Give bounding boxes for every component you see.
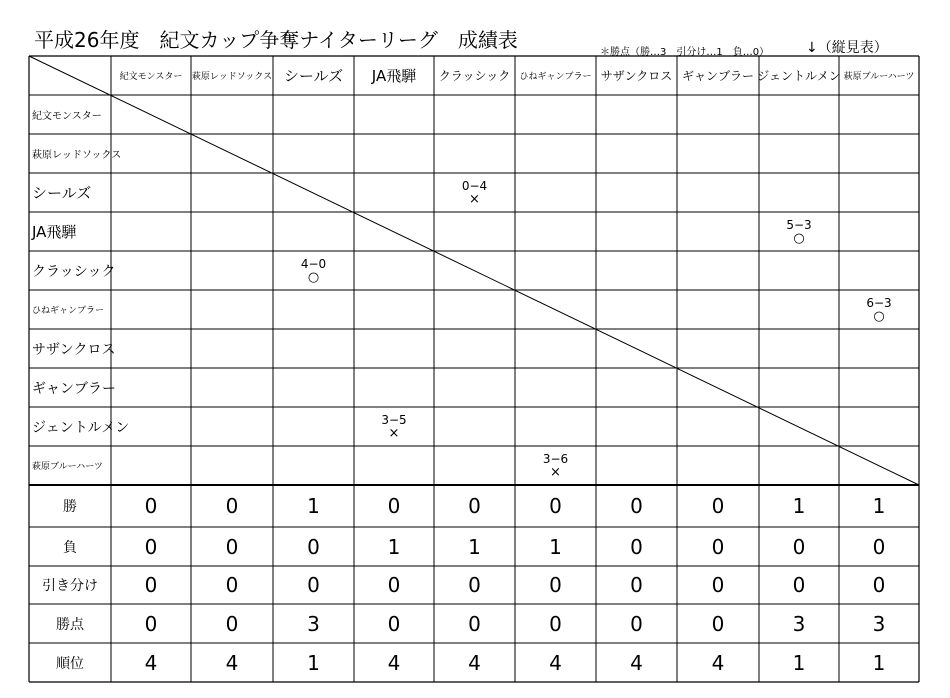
stat-value: 4 [144,650,158,675]
stat-value: 0 [225,494,239,518]
stat-value: 0 [307,573,320,597]
stat-value: 0 [711,534,725,559]
stat-value: 1 [549,534,562,559]
stat-value: 1 [307,494,320,518]
stat-value: 4 [387,650,401,675]
column-header-team: 萩原ブルーハーツ [843,72,915,82]
stat-value: 0 [792,573,806,597]
match-score: 0−4 [461,178,488,193]
stat-value: 0 [144,573,158,597]
stat-label: 引き分け [42,578,98,594]
reading-note: ↓（縦見表） [806,40,888,56]
stat-value: 0 [872,534,886,559]
stat-value: 0 [387,573,401,597]
stat-value: 0 [711,611,725,636]
match-result-cell [515,446,596,485]
stat-value: 3 [792,611,806,636]
match-result-cell [839,290,919,329]
match-result-cell [273,251,354,290]
column-header-team: 萩原レッドソックス [191,72,273,82]
stat-value: 3 [872,611,886,636]
row-header-team: クラッシック [32,263,116,280]
stat-value: 4 [549,650,562,675]
match-result-cell [759,212,839,251]
stat-value: 3 [307,611,320,636]
stat-value: 1 [792,494,806,518]
row-header-team: サザンクロス [32,341,116,358]
stat-value: 4 [468,650,481,675]
match-result-mark: × [469,191,480,207]
column-header-team: ジェントルメン [757,69,841,83]
stat-value: 1 [872,650,886,675]
column-header-team: ギャンブラー [681,69,754,83]
match-result-cell [434,173,515,212]
row-header-team: シールズ [32,184,92,202]
stat-value: 0 [387,494,401,518]
stat-value: 1 [387,534,401,559]
stat-label: 負 [63,539,77,556]
stat-value: 0 [144,611,158,636]
match-result-cell [354,407,434,446]
stat-value: 0 [630,534,643,559]
stat-value: 0 [468,494,481,518]
stat-value: 0 [711,573,725,597]
stat-value: 1 [468,534,481,559]
stat-value: 0 [630,494,643,518]
stat-value: 0 [549,573,562,597]
stat-value: 0 [792,534,806,559]
stat-value: 0 [468,573,481,597]
row-header-team: 紀文モンスター [32,111,102,122]
match-result-mark: ○ [793,230,805,246]
stat-value: 0 [630,611,643,636]
stat-label: 順位 [56,655,84,672]
stat-value: 0 [225,534,239,559]
match-result-mark: × [550,464,561,480]
stat-value: 0 [225,573,239,597]
match-score: 4−0 [300,256,327,271]
stat-value: 0 [144,494,158,518]
match-score: 3−5 [381,412,407,427]
stat-value: 0 [549,611,562,636]
points-note: ＊勝点（勝…3 引分け…1 負…0） [600,47,770,58]
row-header-team: ギャンブラー [32,380,116,397]
stat-label: 勝 [63,499,77,515]
stat-value: 4 [711,650,725,675]
row-header-team: 萩原ブルーハーツ [32,462,103,472]
stat-value: 0 [549,494,562,518]
column-header-team: サザンクロス [600,69,673,83]
stat-value: 0 [225,611,239,636]
column-header-team: 紀文モンスター [119,72,183,82]
column-header-team: ひねギャンブラー [519,72,592,82]
row-header-team: 萩原レッドソックス [32,150,122,161]
stat-value: 1 [872,494,886,518]
row-header-team: ひねギャンブラー [32,306,105,316]
stat-value: 0 [307,534,320,559]
match-score: 5−3 [786,217,812,232]
stat-value: 0 [387,611,401,636]
column-header-team: シールズ [283,67,344,85]
match-score: 6−3 [866,295,892,310]
stat-value: 1 [792,650,806,675]
stat-value: 4 [630,650,643,675]
stat-value: 0 [144,534,158,559]
match-result-mark: ○ [873,308,885,324]
grid-line [29,56,919,485]
stat-value: 0 [872,573,886,597]
column-header-team: JA飛騨 [371,67,417,85]
match-score: 3−6 [542,451,569,466]
column-header-team: クラッシック [438,69,511,83]
stat-label: 勝点 [56,616,84,633]
stat-value: 4 [225,650,239,675]
match-result-mark: ○ [307,269,320,285]
row-header-team: ジェントルメン [32,419,130,436]
page-title: 平成26年度 紀文カップ争奪ナイターリーグ 成績表 [34,28,518,52]
stat-value: 1 [307,650,320,675]
stat-value: 0 [711,494,725,518]
stat-value: 0 [630,573,643,597]
row-header-team: JA飛騨 [32,223,77,241]
match-result-mark: × [388,425,400,441]
stat-value: 0 [468,611,481,636]
